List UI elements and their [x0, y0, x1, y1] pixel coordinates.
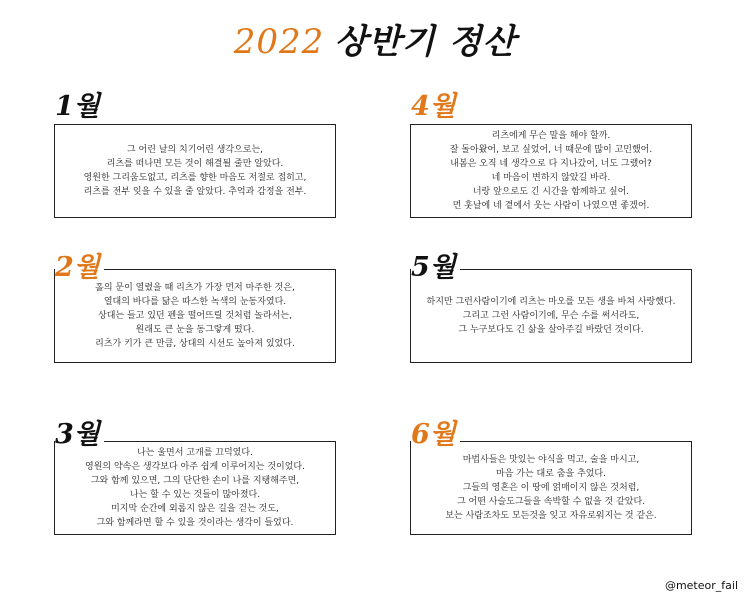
text-line: 리츠가 키가 큰 만큼, 상대의 시선도 높아져 있었다. — [95, 339, 295, 349]
month-label-feb: 2월 — [55, 253, 104, 283]
text-line: 상대는 들고 있던 펜을 떨어뜨릴 것처럼 놀라서는, — [98, 311, 292, 321]
month-box-jun — [410, 441, 692, 535]
text-line: 나는 할 수 있는 것들이 많아졌다. — [129, 490, 261, 500]
text-line: 내봄은 오직 네 생각으로 다 지나갔어, 너도 그랬어? — [450, 159, 652, 169]
text-line: 미지막 순간에 외롭지 않은 길을 걷는 것도, — [111, 504, 279, 514]
text-line: 너랑 앞으로도 긴 시간을 함께하고 싶어. — [472, 187, 630, 197]
text-line: 마법사들은 맛있는 야식을 먹고, 술을 마시고, — [462, 455, 640, 465]
month-box-mar — [54, 441, 336, 535]
text-line: 리츠를 떠나면 모든 것이 해결될 줄만 알았다. — [106, 159, 284, 169]
text-line: 그와 함께라면 할 수 있을 것이라는 생각이 들었다. — [96, 518, 294, 528]
month-label-apr: 4월 — [411, 92, 460, 122]
month-box-feb — [54, 269, 336, 363]
month-box-apr — [410, 124, 692, 218]
text-line: 네 마음이 변하지 않았길 바라. — [491, 173, 611, 183]
text-line: 리츠에게 무슨 말을 해야 할까. — [491, 131, 611, 141]
text-line: 그 어떤 사슬도그들을 속박할 수 없을 것 같았다. — [456, 497, 646, 507]
text-line: 그들의 영혼은 이 땅에 얽매이지 않은 것처럼, — [462, 483, 640, 493]
author-credit: @meteor_fail — [664, 579, 738, 592]
text-line: 그 어린 날의 치기어린 생각으로는, — [126, 145, 264, 155]
text-line: 하지만 그런사람이기에 리츠는 마오를 모든 생을 바쳐 사랑했다. — [426, 297, 676, 307]
text-line: 홀의 문이 열렸을 때 리츠가 가장 먼저 마주한 것은, — [95, 283, 295, 293]
text-line: 영원한 그리움도없고, 리츠를 향한 마음도 저절로 접히고, — [83, 173, 307, 183]
month-label-jan: 1월 — [55, 92, 104, 122]
text-line: 잘 돌아왔어, 보고 싶었어, 너 때문에 많이 고민했어. — [449, 145, 653, 155]
text-line: 보는 사람조차도 모든것을 잊고 자유로워지는 것 같은. — [445, 511, 657, 521]
text-line: 먼 훗날에 네 곁에서 웃는 사람이 나였으면 좋겠어. — [452, 201, 650, 211]
text-line: 그 누구보다도 긴 삶을 살아주길 바랐던 것이다. — [458, 325, 644, 335]
title-text: 상반기 정산 — [334, 22, 517, 62]
month-label-may: 5월 — [411, 253, 460, 283]
text-line: 마음 가는 대로 춤을 추었다. — [496, 469, 606, 479]
title-year: 2022 — [233, 22, 325, 62]
month-label-mar: 3월 — [55, 420, 104, 450]
text-line: 그와 함께 있으면, 그의 단단한 손이 나를 지탱해주면, — [90, 476, 300, 486]
month-box-jan — [54, 124, 336, 218]
text-line: 나는 울면서 고개를 끄덕였다. — [137, 448, 253, 458]
page-title — [0, 14, 750, 63]
text-line: 그리고 그런 사람이기에, 무슨 수를 써서라도, — [462, 311, 640, 321]
text-line: 리츠를 전부 잊을 수 있을 줄 알았다. 추억과 감정을 전부. — [83, 187, 307, 197]
month-box-may — [410, 269, 692, 363]
text-line: 열대의 바다를 닮은 따스한 녹색의 눈동자였다. — [103, 297, 287, 307]
text-line: 영원의 약속은 생각보다 아주 쉽게 이루어지는 것이었다. — [85, 462, 305, 472]
month-label-jun: 6월 — [411, 420, 460, 450]
text-line: 원래도 큰 눈을 동그랗게 떴다. — [135, 325, 255, 335]
